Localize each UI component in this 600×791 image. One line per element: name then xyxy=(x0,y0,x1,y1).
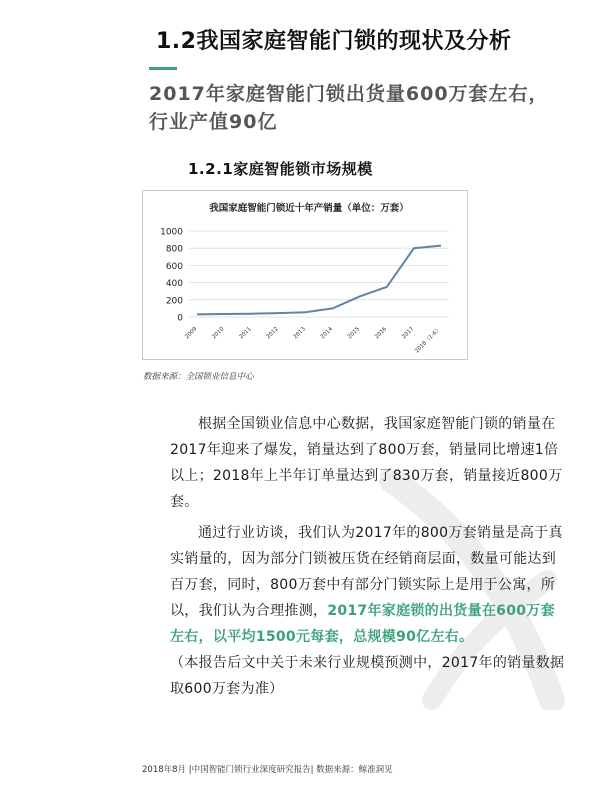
x-tick-label: 2017 xyxy=(401,326,416,341)
x-tick-label: 2016 xyxy=(374,326,389,341)
subtitle-line-1: 2017年家庭智能门锁出货量600万套左右， xyxy=(149,83,549,105)
x-tick-label: 2015 xyxy=(346,326,362,341)
x-tick-label: 2010 xyxy=(211,326,226,341)
chart-title: 我国家庭智能门锁近十年产销量（单位：万套） xyxy=(209,203,409,214)
subtitle xyxy=(149,80,569,136)
paragraph-1-text: 根据全国锁业信息中心数据，我国家庭智能门锁的销量在2017年迎来了爆发，销量达到了800万套，销量同比增速1倍以上；2018年上半年订单量达到了830万套，销量接近800万套。 xyxy=(170,416,563,510)
paragraph-2-highlight: 2017年家庭锁的出货量在600万套左右，以平均1500元每套，总规模90亿左右。 xyxy=(170,603,555,645)
x-tick-label: 2013 xyxy=(292,326,307,341)
x-tick-label: 2014 xyxy=(319,326,334,341)
y-tick-label: 0 xyxy=(177,313,183,324)
x-axis xyxy=(184,325,442,354)
section-heading: 1.2.1家庭智能锁市场规模 xyxy=(188,160,373,178)
paragraph-2-note: （本报告后文中关于未来行业规模预测中，2017年的销量数据取600万套为准） xyxy=(170,655,565,697)
y-tick-label: 400 xyxy=(165,279,183,290)
series-line xyxy=(197,246,441,315)
y-tick-label: 200 xyxy=(165,296,183,307)
y-tick-label: 1000 xyxy=(160,227,183,238)
y-axis xyxy=(160,228,183,324)
chart-grid xyxy=(189,231,449,317)
paragraph-2-text xyxy=(170,520,568,650)
page-heading: 1.2我国家庭智能门锁的现状及分析 xyxy=(156,29,512,54)
paragraph-2-plain: 通过行业访谈，我们认为2017年的800万套销量是高于真实销量的，因为部分门锁被压货在经销商层面，数量可能达到百万套，同时，800万套中有部分门锁实际上是用于公寓，所以，我们认为合理推测， xyxy=(170,525,563,619)
y-tick-label: 600 xyxy=(165,261,183,272)
paragraph-2 xyxy=(170,520,568,702)
paragraph-1 xyxy=(170,411,568,515)
line-chart xyxy=(143,191,467,359)
x-tick-label: 2018（1-6） xyxy=(414,326,443,355)
subtitle-line-2: 行业产值90亿 xyxy=(149,111,278,133)
x-tick-label: 2009 xyxy=(184,326,199,341)
accent-bar xyxy=(149,67,177,70)
chart-frame xyxy=(142,190,468,360)
x-tick-label: 2012 xyxy=(265,326,280,341)
chart-source: 数据来源：全国锁业信息中心 xyxy=(143,372,254,382)
x-tick-label: 2011 xyxy=(238,326,253,341)
page-footer: 2018年8月 |中国智能门锁行业深度研究报告| 数据来源：鲸准洞见 xyxy=(142,765,393,775)
y-tick-label: 800 xyxy=(165,244,183,255)
